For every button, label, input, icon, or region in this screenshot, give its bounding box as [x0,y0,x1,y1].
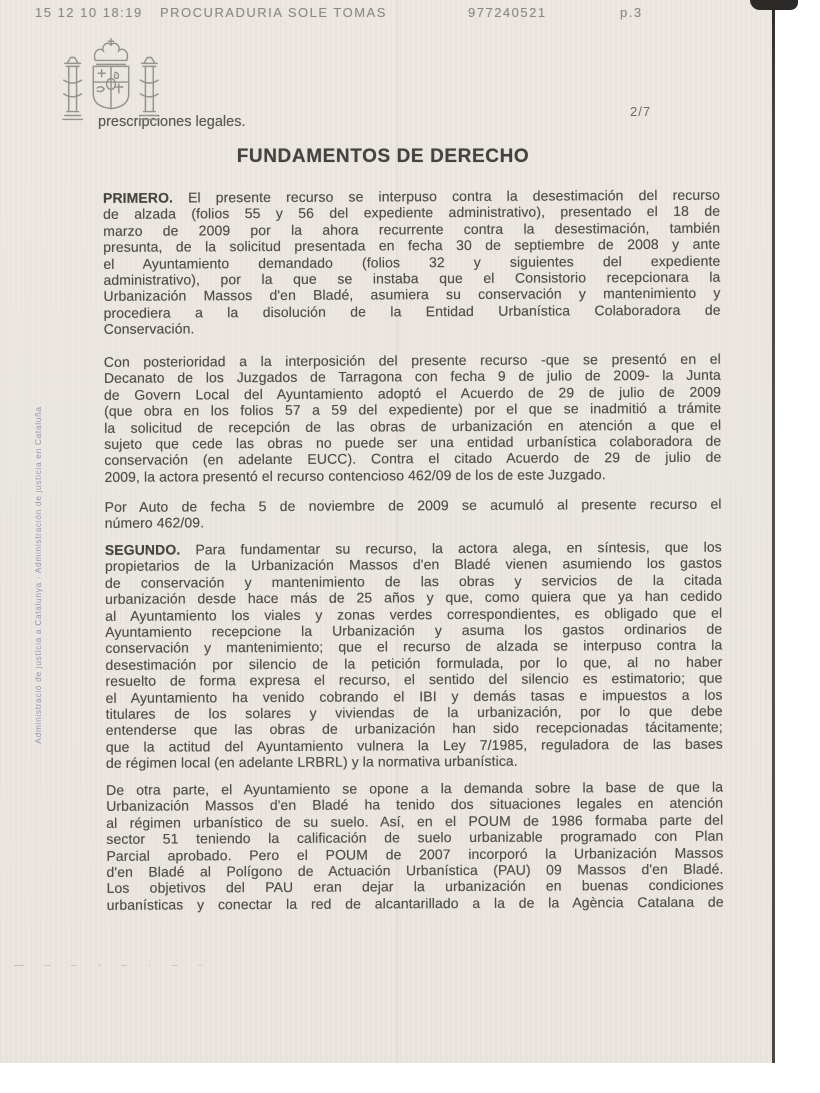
fax-page-indicator: p.3 [620,5,643,20]
fax-number: 977240521 [468,5,547,20]
text-line: SEGUNDO. Para fundamentar su recurso, la actora alega, en síntesis, que los [104,538,722,558]
text-line: PRIMERO. El presente recurso se interpuso contra la desestimación del recurso [102,186,721,206]
text-line: administrativo), por la que se instaba que el Consistorio recepcionara la [103,268,721,288]
text-line: (que obra en los folios 57 a 59 del expediente) por el que se inadmitió a trámite [104,399,722,420]
scan-edge-line [772,4,775,1063]
text-line: el Ayuntamiento ha venido cobrando el IBI y demás tasas e impuestos a los [105,686,723,706]
fax-timestamp: 15 12 10 18:19 [35,5,143,20]
paragraph-lead: SEGUNDO. [104,541,181,558]
text-line: sector 51 teniendo la calificación de suelo urbanizable programado con Plan [106,827,724,848]
text-line: marzo de 2009 por la ahora recurrente contra la desestimación, también [103,219,721,239]
paragraph-interposicion [104,351,722,485]
text-line: al Ayuntamiento los viales y zonas verdes correspondientes, es obligado que el [105,604,723,624]
paragraph-oposicion [106,779,724,913]
text-line: conservación y mantenimiento; que el recurso de alzada se interpuso contra la [105,637,723,657]
text-line: resuelto de forma expresa el recurso, el sentido del silencio es estimatorio; que [105,669,723,690]
text-line: sujeto que cede las obras no puede ser una entidad urbanística colaboradora de [104,432,722,452]
text-line: desestimación por silencio de la petición formulada, por lo que, al no haber [105,653,723,673]
text-line: propietarios de la Urbanización Massos d'en Bladé vienen asumiendo los gastos [104,555,722,575]
paragraph-primero [103,187,721,338]
text-line: De otra parte, el Ayuntamiento se opone a la demanda sobre la base de que la [106,778,724,798]
text-line: conservación (en adelante EUCC). Contra el citado Acuerdo de 29 de julio de [104,449,722,469]
text-line: Conservación. [103,320,195,338]
text-line: Urbanización Massos d'en Bladé ha tenido dos situaciones legales en atención [106,795,724,815]
text-line: Con posterioridad a la interposición del presente recurso -que se presentó en el [103,350,721,370]
court-margin-text: Administració de justícia a Catalunya · Administración de justicia en Cataluña [33,406,43,744]
scan-dash-artifacts: — – – - – · – - [14,960,211,971]
text-line: al régimen urbanístico de su suelo. Así, en el POUM de 1986 formaba parte del [106,811,724,831]
scan-corner-shadow [750,0,798,10]
paragraph-auto [105,496,722,532]
clause-fragment: prescripciones legales. [98,114,246,130]
text-line: de Govern Local del Ayuntamiento adoptó el Acuerdo de 29 de julio de 2009 [103,383,722,403]
text-line: número 462/09. [104,514,205,532]
text-line: d'en Bladé al Polígono de Actuación Urbanística (PAU) 09 Massos d'en Bladé. [106,860,724,880]
text-line: entenderse que las obras de urbanización han sido recepcionadas tácitamente; [105,719,723,739]
text-line: titulares de los solares y viviendas de la urbanización, por lo que debe [105,702,723,722]
text-line: de alzada (folios 55 y 56 del expediente administrativo), presentado el 18 de [103,203,721,223]
paragraph-segundo [105,539,723,772]
text-line: Urbanización Massos d'en Bladé, asumiera su conservación y mantenimiento y [103,285,721,305]
text-line: el Ayuntamiento demandado (folios 32 y siguientes del expediente [103,252,721,272]
text-line: Los objetivos del PAU eran dejar la urbanización en buenas condiciones [106,877,724,897]
text-line: urbanísticas y conectar la red de alcantarillado a la de la Agència Catalana de [106,893,724,913]
text-line: la solicitud de recepción de las obras de urbanización en atención a que el [104,416,722,436]
fax-sender: PROCURADURIA SOLE TOMAS [160,5,387,20]
paragraph-lead: PRIMERO. [102,189,174,206]
text-line: de régimen local (en adelante LRBRL) y la normativa urbanística. [105,752,518,772]
text-line: urbanización desde hace más de 25 años y que, como quiera que ya han cedido [105,587,723,608]
text-line: 2009, la actora presentó el recurso contencioso 462/09 de los de este Juzgado. [104,466,606,485]
text-line: Parcial aprobado. Pero el POUM de 2007 incorporó la Urbanización Massos [106,844,724,864]
text-line: presunta, de la solicitud presentada en fecha 30 de septiembre de 2008 y ante [103,235,721,256]
document-title: FUNDAMENTOS DE DERECHO [236,146,530,167]
text-line: procediera a la disolución de la Entidad Urbanística Colaboradora de [103,301,721,321]
text-line: Decanato de los Juzgados de Tarragona con fecha 9 de julio de 2009- la Junta [103,367,721,387]
text-line: Por Auto de fecha 5 de noviembre de 2009 se acumuló al presente recurso el [104,495,722,515]
page-number: 2/7 [630,104,652,119]
text-line: Ayuntamiento recepcione la Urbanización y asuma los gastos ordinarios de [105,620,723,640]
text-line: que la actitud del Ayuntamiento vulnera la Ley 7/1985, reguladora de las bases [105,735,723,755]
text-line: de conservación y mantenimiento de las obras y servicios de la citada [104,571,723,591]
